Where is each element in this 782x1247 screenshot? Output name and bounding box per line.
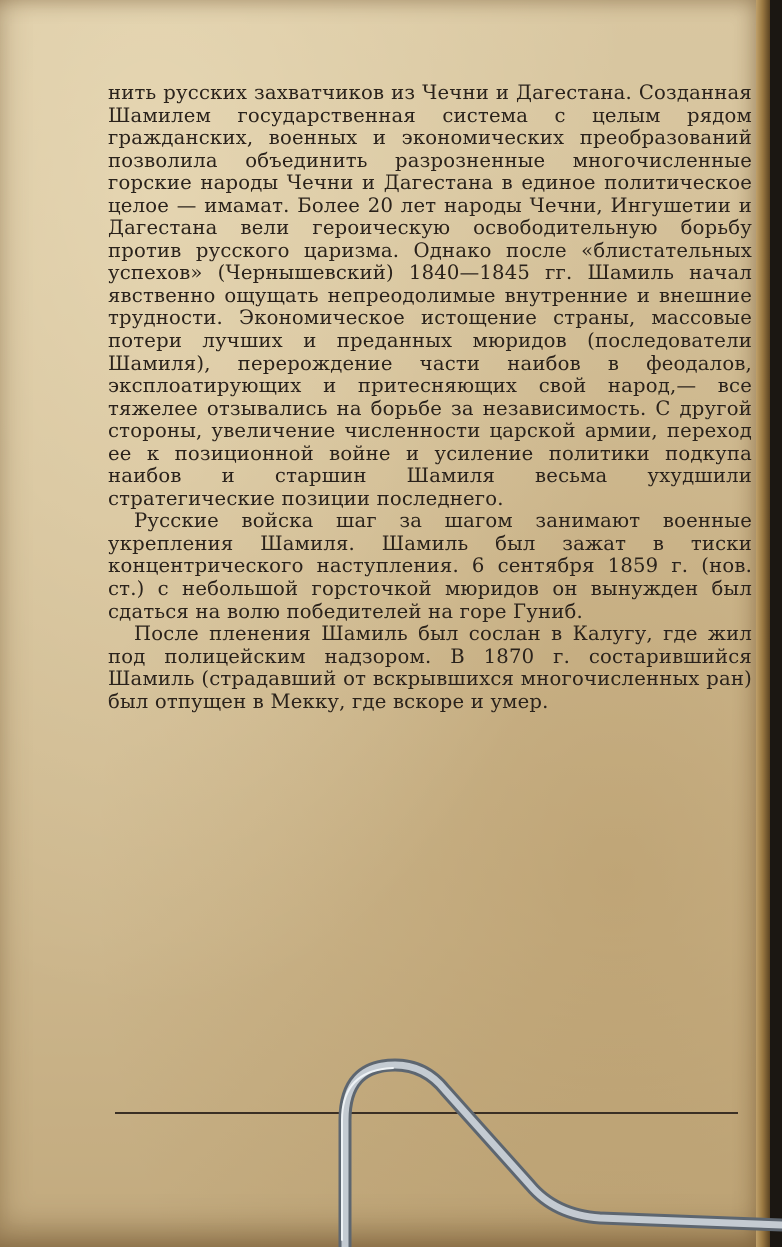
paragraph-1: нить русских захватчиков из Чечни и Дагестана. Созданная Шамилем государственная система с целым рядом гражданских, военных и экономических преобразований позволила объединить разрозненные многочисленные горские народы Чечни и Дагестана в единое политическое целое — имамат. Более 20 лет народы Чечни, Ингушетии и Дагестана вели героическую освободительную борьбу против русского царизма. Однако после «блистательных успехов» (Чернышевский) 1840—1845 гг. Шамиль начал явственно ощущать непреодолимые внутренние и внешние трудности. Экономическое истощение страны, массовые потери лучших и преданных мюридов (последователи Шамиля), перерождение части наибов в феодалов, эксплоатирующих и притесняющих свой народ,— все тяжелее отзывались на борьбе за независимость. С другой стороны, увеличение численности царской армии, переход ее к позиционной войне и усиление политики подкупа наибов и старшин Шамиля весьма ухудшили стратегические позиции последнего. [108,81,752,510]
paragraph-3: После пленения Шамиль был сослан в Калугу, где жил под полицейским надзором. В 1870 г. состарившийся Шамиль (страдавший от вскрывшихся многочисленных ран) был отпущен в Мекку, где вскоре и умер. [108,622,752,713]
paragraph-2: Русские войска шаг за шагом занимают военные укрепления Шамиля. Шамиль был зажат в тиски концентрического наступления. 6 сентября 1859 г. (нов. ст.) с небольшой горсточкой мюридов он вынужден был сдаться на волю победителей на горе Гуниб. [108,509,752,623]
